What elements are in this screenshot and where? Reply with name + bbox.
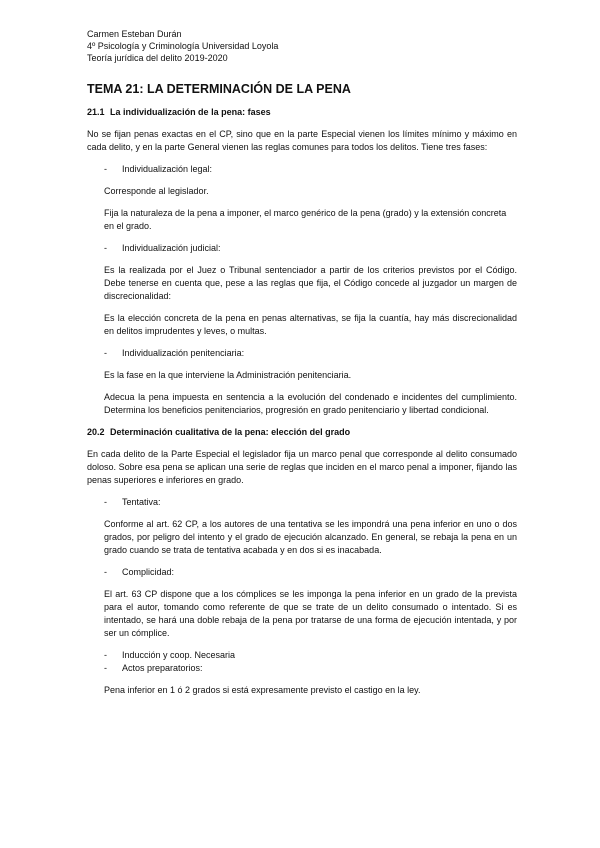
paragraph: Pena inferior en 1 ó 2 grados si está expresamente previsto el castigo en la ley. bbox=[104, 685, 421, 695]
list-item-label: Individualización legal: bbox=[122, 164, 213, 174]
section-intro: En cada delito de la Parte Especial el legislador fija un marco penal que corresponde al delito consumado doloso. Sobre esa pena se aplican una serie de reglas que inciden en el marco penal a imponer, fijando las penas superiores e inferiores en grado. bbox=[87, 449, 517, 485]
list-item-label: Complicidad: bbox=[122, 567, 175, 577]
author-line: Carmen Esteban Durán bbox=[87, 29, 182, 39]
paragraph: Adecua la pena impuesta en sentencia a la evolución del condenado e incidentes del cumplimiento. Determina los beneficios penitenciarios, progresión en grado penitenciario y libertad condicional. bbox=[104, 392, 517, 415]
list-item: - Tentativa: bbox=[104, 497, 161, 507]
paragraph: Es la fase en la que interviene la Administración penitenciaria. bbox=[104, 370, 352, 380]
list-item: - Inducción y coop. Necesaria bbox=[104, 650, 236, 660]
list-item: - Individualización legal: bbox=[104, 164, 213, 174]
section-heading bbox=[87, 106, 517, 119]
list-item-label: Inducción y coop. Necesaria bbox=[122, 650, 236, 660]
paragraph: Es la elección concreta de la pena en penas alternativas, se fija la cuantía, hay más discrecionalidad en delitos imprudentes y leves, o multas. bbox=[104, 313, 517, 336]
list-item: - Individualización penitenciaria: bbox=[104, 348, 245, 358]
subject-line: Teoría jurídica del delito 2019-2020 bbox=[87, 53, 228, 63]
section-title: La individualización de la pena: fases bbox=[110, 107, 271, 117]
list-item: - Individualización judicial: bbox=[104, 243, 221, 253]
list-item-label: Tentativa: bbox=[122, 497, 161, 507]
list-item: - Complicidad: bbox=[104, 567, 175, 577]
document-content bbox=[87, 28, 517, 697]
list-item: - Actos preparatorios: bbox=[104, 663, 203, 673]
paragraph: Corresponde al legislador. bbox=[104, 186, 209, 196]
paragraph: Es la realizada por el Juez o Tribunal sentenciador a partir de los criterios previstos por el Código. Debe tenerse en cuenta que, pese a las reglas que fija, el Código concede al juzgador un margen de discrecionalidad: bbox=[104, 265, 517, 301]
list-item-label: Individualización penitenciaria: bbox=[122, 348, 245, 358]
list-item-label: Individualización judicial: bbox=[122, 243, 221, 253]
document-header bbox=[87, 28, 517, 64]
section-title: Determinación cualitativa de la pena: elección del grado bbox=[110, 427, 351, 437]
paragraph: Fija la naturaleza de la pena a imponer, el marco genérico de la pena (grado) y la extensión concreta en el grado. bbox=[104, 208, 507, 231]
course-line: 4º Psicología y Criminología Universidad Loyola bbox=[87, 41, 279, 51]
section-intro: No se fijan penas exactas en el CP, sino que en la parte Especial vienen los límites mínimo y máximo en cada delito, y en la parte General vienen las reglas comunes para todos los delitos. Tiene tres fases: bbox=[87, 129, 517, 152]
paragraph: El art. 63 CP dispone que a los cómplices se les imponga la pena inferior en un grado de la prevista para el autor, tomando como referente de que se trate de un delito consumado o intentado. Si es intentado, se hará una doble rebaja de la pena por tratarse de una forma de ejecución intentada, y por ser un cómplice. bbox=[104, 589, 517, 638]
document-title: TEMA 21: LA DETERMINACIÓN DE LA PENA bbox=[87, 82, 351, 96]
list-item-label: Actos preparatorios: bbox=[122, 663, 203, 673]
section-heading bbox=[87, 426, 517, 439]
section-number: 20.2 bbox=[87, 427, 105, 437]
section-number: 21.1 bbox=[87, 107, 105, 117]
paragraph: Conforme al art. 62 CP, a los autores de una tentativa se les impondrá una pena inferior en uno o dos grados, por peligro del intento y el grado de ejecución alcanzado. En general, se rebaja la pena en un grado cuando se trata de tentativa acabada y en dos si es inacabada. bbox=[104, 519, 517, 555]
